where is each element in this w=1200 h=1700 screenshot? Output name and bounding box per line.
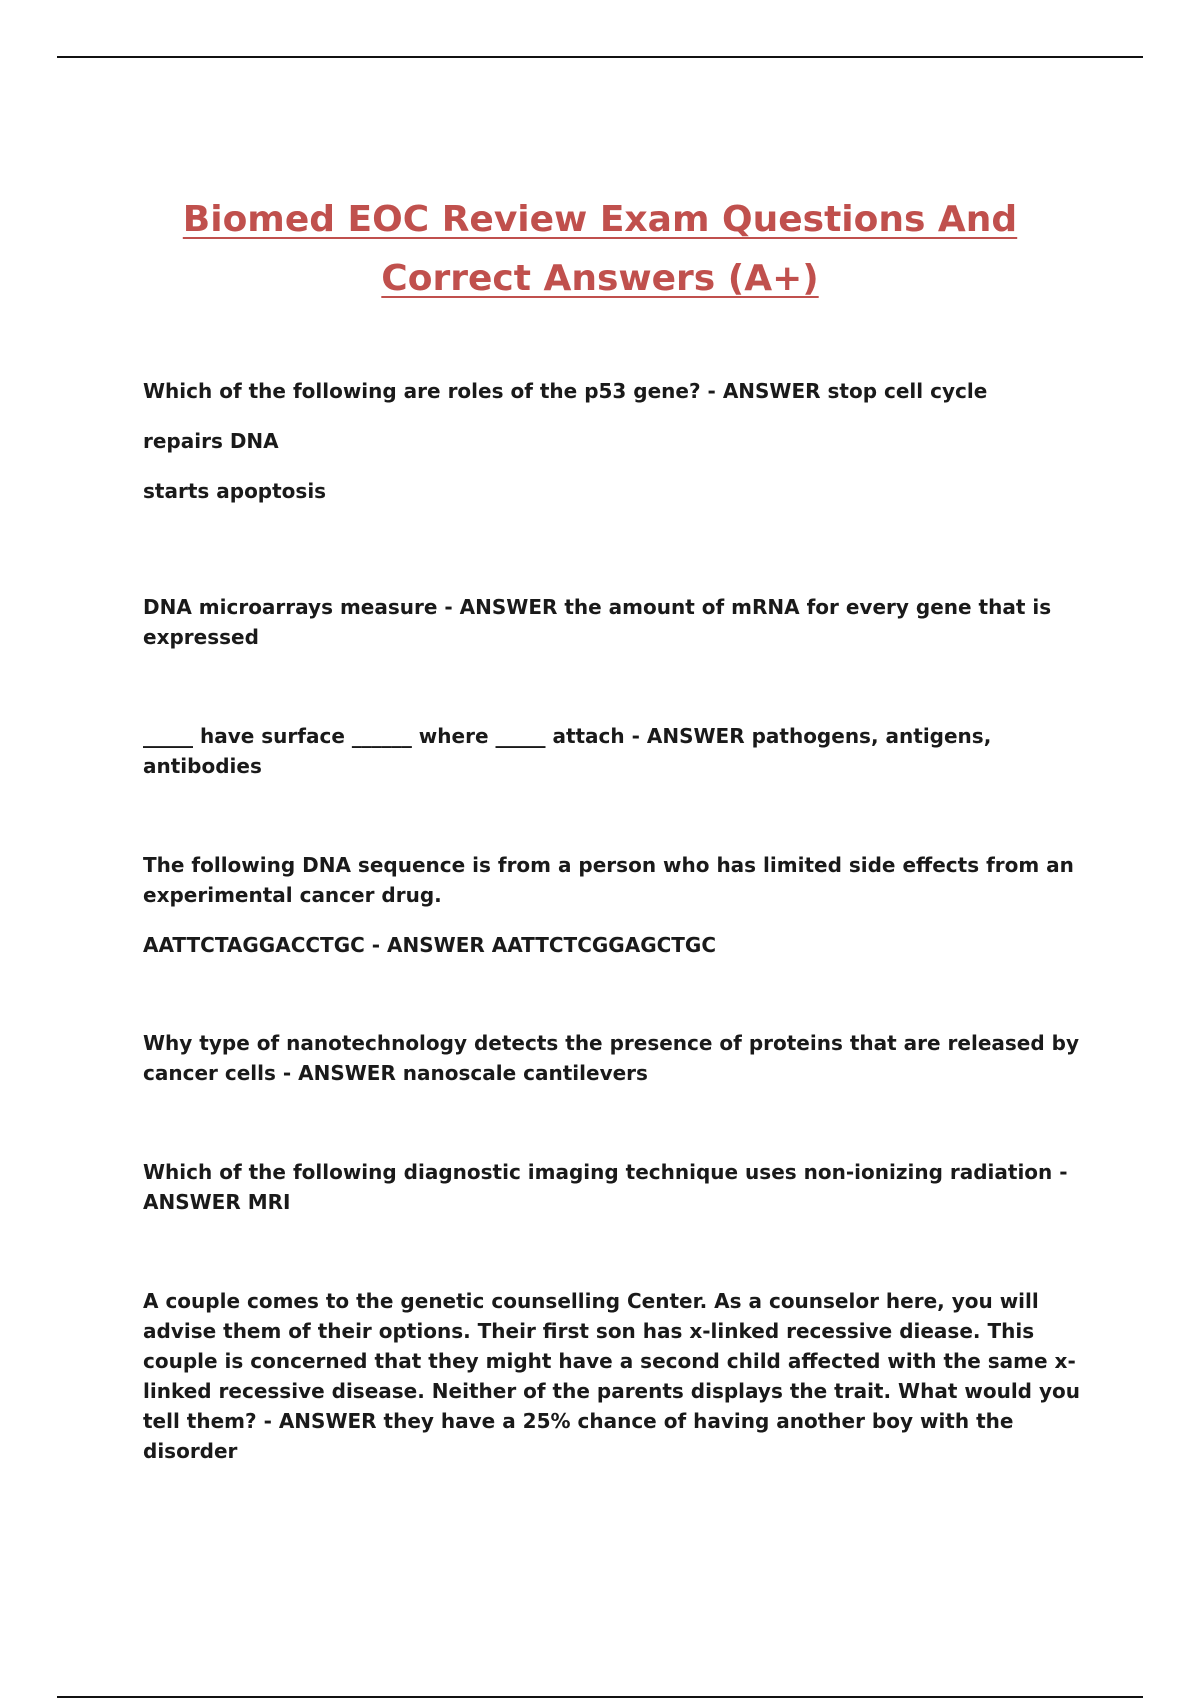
answer-line: starts apoptosis xyxy=(143,479,327,503)
title-line-2: Correct Answers (A+) xyxy=(381,258,819,299)
qa-item xyxy=(143,1286,1083,1466)
qa-item xyxy=(143,850,1083,1028)
answer-line: repairs DNA xyxy=(143,429,279,453)
title-line-1: Biomed EOC Review Exam Questions And xyxy=(182,199,1018,240)
question-text: A couple comes to the genetic counselling Center. As a counselor here, you will advise them of their options. Their first son has x-linked recessive diease. This couple is concerned that they might have a second child affected with the same x-linked recessive disease. Neither of the parents displays the trait. What would you tell them? - ANSWER they have a 25% chance of having another boy with the disorder xyxy=(143,1289,1080,1463)
question-text: DNA microarrays measure - ANSWER the amount of mRNA for every gene that is expressed xyxy=(143,595,1052,649)
question-text: The following DNA sequence is from a person who has limited side effects from an experimental cancer drug. xyxy=(143,853,1074,907)
qa-item xyxy=(143,1157,1083,1286)
qa-item xyxy=(143,592,1083,721)
question-text: _____ have surface ______ where _____ attach - ANSWER pathogens, antigens, antibodies xyxy=(143,724,992,778)
qa-item xyxy=(143,1028,1083,1157)
qa-item xyxy=(143,721,1083,850)
header-rule xyxy=(57,56,1143,58)
qa-content xyxy=(143,376,1083,1466)
question-text: Which of the following diagnostic imaging technique uses non-ionizing radiation - ANSWER MRI xyxy=(143,1160,1068,1214)
question-text: Why type of nanotechnology detects the presence of proteins that are released by cancer cells - ANSWER nanoscale cantilevers xyxy=(143,1031,1079,1085)
footer-rule xyxy=(57,1696,1143,1698)
question-text: Which of the following are roles of the p53 gene? - ANSWER stop cell cycle xyxy=(143,379,988,403)
answer-line: AATTCTAGGACCTGC - ANSWER AATTCTCGGAGCTGC xyxy=(143,933,717,957)
qa-item xyxy=(143,376,1083,592)
document-title xyxy=(0,190,1200,308)
